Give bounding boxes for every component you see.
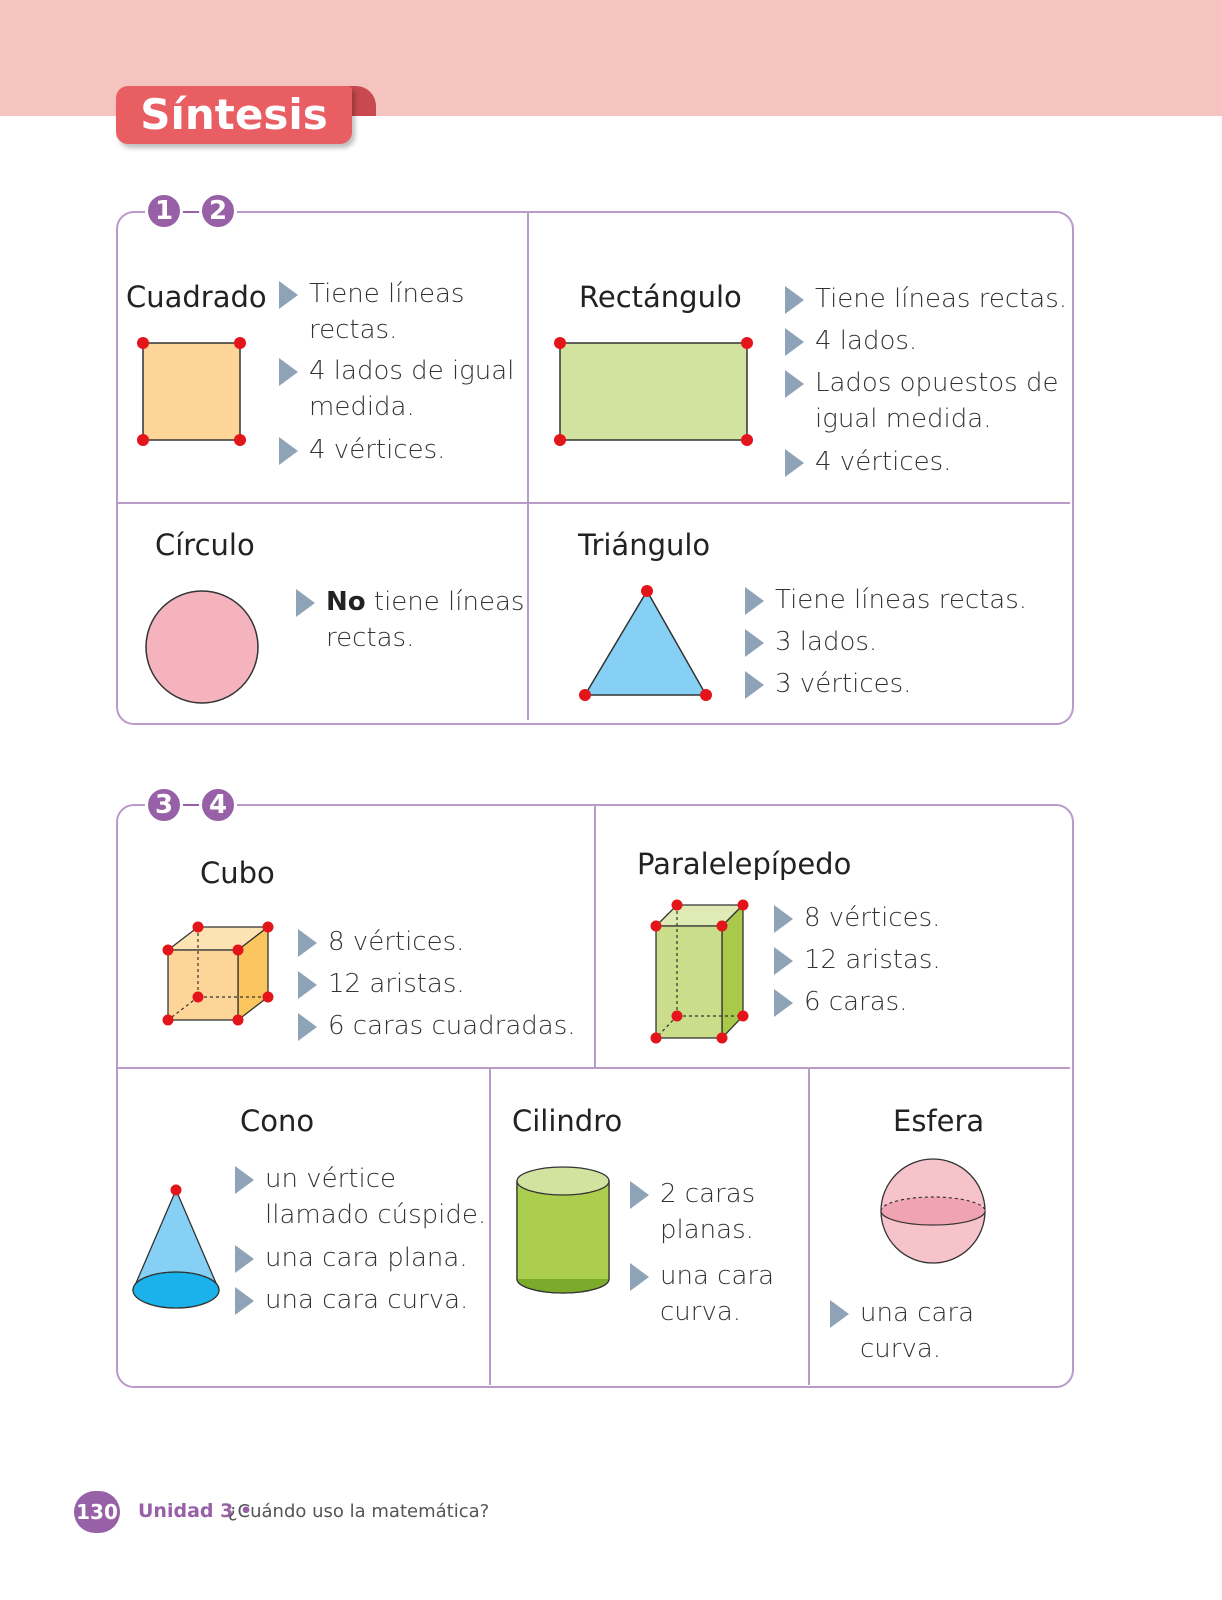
triangle-shape [570, 580, 720, 704]
page-number: 130 [74, 1491, 120, 1533]
paralelepipedo-bullet-3: 6 caras. [774, 984, 1064, 1020]
divider [808, 1069, 810, 1385]
circulo-title: Círculo [155, 528, 255, 562]
footer-unit: Unidad 3 • [138, 1500, 253, 1522]
triangulo-bullet-2: 3 lados. [745, 624, 1065, 660]
triangulo-bullet-1: Tiene líneas rectas. [745, 582, 1065, 618]
circle-shape [143, 588, 263, 708]
rectangulo-title: Rectángulo [579, 280, 742, 314]
cuadrado-bullet-3: 4 vértices. [279, 432, 509, 468]
paralelepipedo-title: Paralelepípedo [637, 847, 852, 881]
cubo-bullet-2: 12 aristas. [298, 966, 608, 1002]
cono-title: Cono [240, 1104, 315, 1138]
divider [118, 502, 1070, 504]
cylinder-shape [510, 1160, 616, 1300]
circulo-bullet-1: No tiene líneas rectas. [296, 584, 541, 656]
prism-shape [645, 895, 755, 1047]
rectangulo-bullet-1: Tiene líneas rectas. [785, 281, 1085, 317]
badge-3: 3 [145, 786, 183, 824]
cuadrado-title: Cuadrado [126, 280, 267, 314]
esfera-bullet-1: una cara curva. [830, 1295, 1010, 1367]
badge-4: 4 [199, 786, 237, 824]
triangulo-title: Triángulo [578, 528, 711, 562]
divider [118, 1067, 1070, 1069]
cuadrado-bullet-1: Tiene líneas rectas. [279, 276, 509, 348]
paralelepipedo-bullet-1: 8 vértices. [774, 900, 1064, 936]
cono-bullet-1: un vértice llamado cúspide. [235, 1161, 505, 1233]
square-shape [130, 330, 254, 454]
cuadrado-bullet-2: 4 lados de igual medida. [279, 353, 524, 425]
page-title: Síntesis [140, 90, 328, 139]
cubo-title: Cubo [200, 856, 275, 890]
cilindro-bullet-2: una cara curva. [630, 1258, 810, 1330]
cono-bullet-3: una cara curva. [235, 1282, 505, 1318]
footer-subtitle: ¿Cuándo uso la matemática? [228, 1501, 490, 1522]
sphere-shape [878, 1156, 990, 1268]
triangulo-bullet-3: 3 vértices. [745, 666, 1065, 702]
rectangulo-bullet-3: Lados opuestos de igual medida. [785, 365, 1065, 437]
cone-shape [128, 1178, 224, 1314]
paralelepipedo-bullet-2: 12 aristas. [774, 942, 1064, 978]
badge-2: 2 [199, 192, 237, 230]
rectangulo-bullet-4: 4 vértices. [785, 444, 1085, 480]
badge-1: 1 [145, 192, 183, 230]
rectangulo-bullet-2: 4 lados. [785, 323, 1085, 359]
rectangle-shape [548, 330, 760, 454]
cubo-bullet-1: 8 vértices. [298, 924, 608, 960]
cubo-bullet-3: 6 caras cuadradas. [298, 1008, 613, 1044]
cilindro-title: Cilindro [512, 1104, 623, 1138]
cube-shape [158, 916, 282, 1034]
esfera-title: Esfera [893, 1104, 985, 1138]
cono-bullet-2: una cara plana. [235, 1240, 505, 1276]
cilindro-bullet-1: 2 caras planas. [630, 1176, 800, 1248]
